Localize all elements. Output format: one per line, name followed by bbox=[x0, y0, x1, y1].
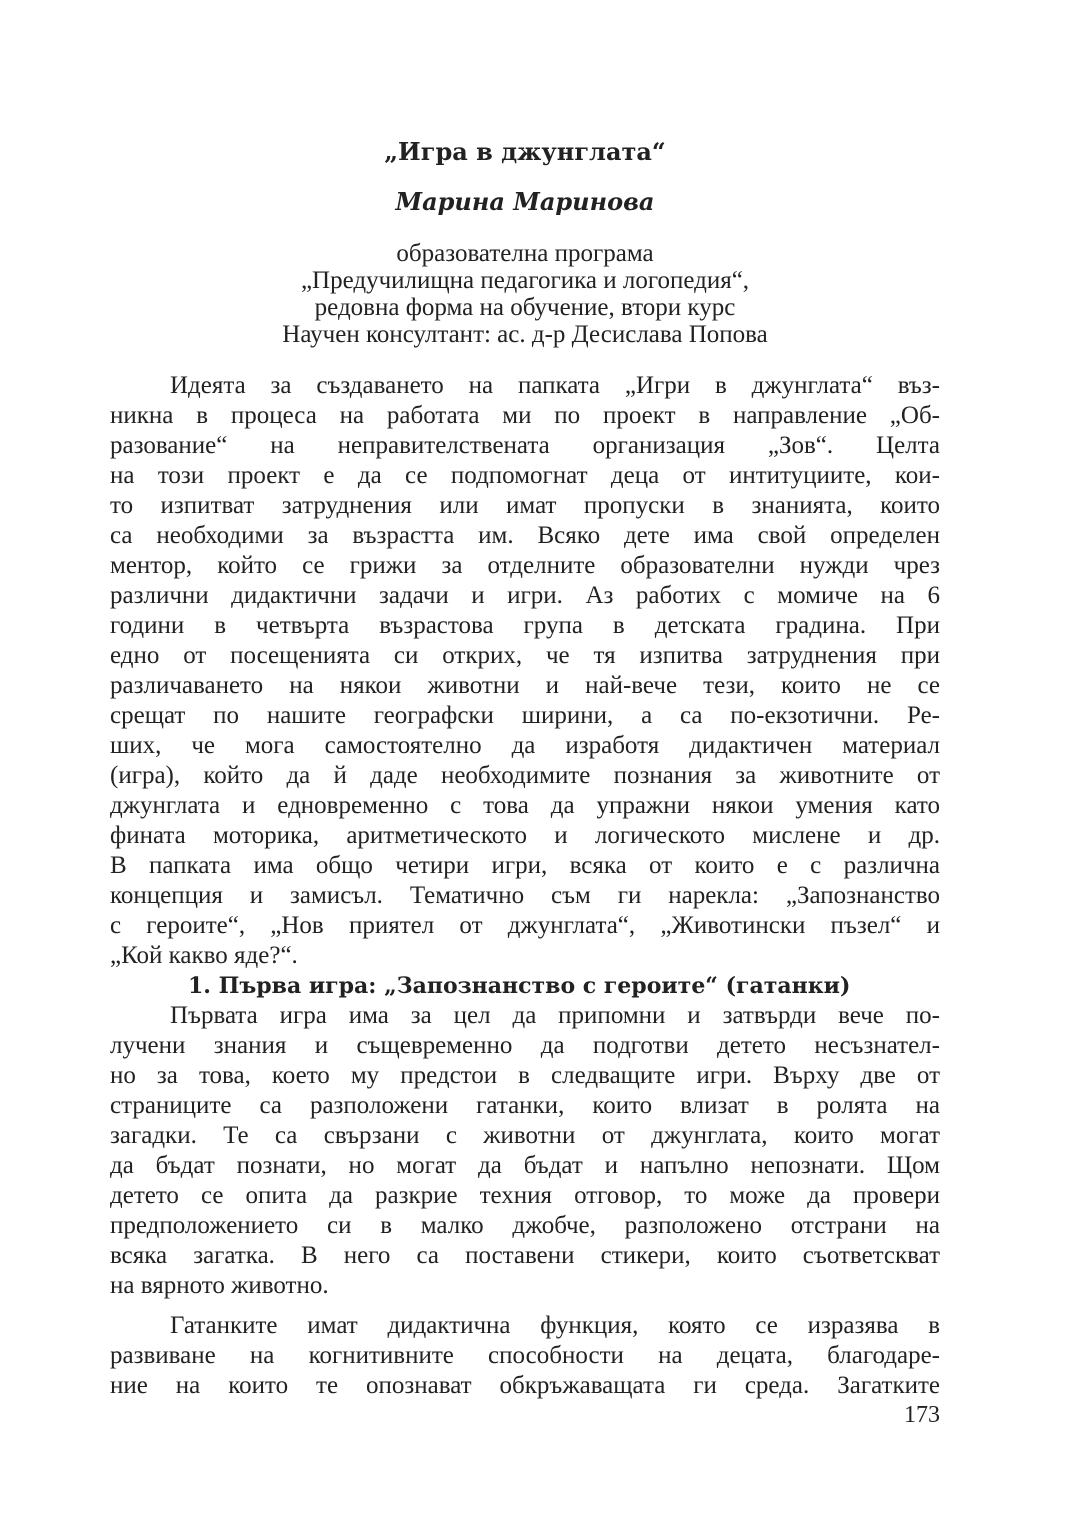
text-line: срещат по нашите географски ширини, а са по-екзотични. Ре- bbox=[110, 702, 940, 729]
page-number: 173 bbox=[904, 1402, 940, 1428]
text-line: никна в процеса на работата ми по проект в направление „Об- bbox=[110, 402, 940, 429]
article-body bbox=[110, 371, 940, 1401]
text-line: Гатанките имат дидактична функция, която се изразява в bbox=[170, 1312, 940, 1339]
text-line: но за това, което му предстои в следващите игри. Върху две от bbox=[110, 1062, 940, 1089]
text-line: развиване на когнитивните способности на децата, благодаре- bbox=[110, 1342, 940, 1369]
section-heading: 1. Първа игра: „Запознанство с героите“ (гатанки) bbox=[188, 973, 851, 999]
affiliation-line: Научен консултант: ас. д-р Десислава Попова bbox=[282, 321, 768, 348]
affiliation-line: образователна програма bbox=[396, 240, 654, 267]
text-line: концепция и замисъл. Тематично съм ги нарекла: „Запознанство bbox=[110, 882, 940, 909]
document-page bbox=[110, 0, 940, 1534]
author-name: Марина Маринова bbox=[395, 187, 655, 216]
text-line: различаването на някои животни и най-вече тези, които не се bbox=[110, 672, 940, 699]
affiliation-block bbox=[110, 240, 940, 348]
text-line: ментор, който се грижи за отделните образователни нужди чрез bbox=[110, 552, 940, 579]
text-line: страниците са разположени гатанки, които влизат в ролята на bbox=[110, 1092, 940, 1119]
paragraph-riddles bbox=[110, 1311, 940, 1401]
affiliation-line: „Предучилищна педагогика и логопедия“, bbox=[300, 267, 750, 294]
paragraph-gap bbox=[110, 1301, 940, 1311]
text-line: ние на които те опознават обкръжаващата ги среда. Загатките bbox=[110, 1372, 940, 1399]
text-line: години в четвърта възрастова група в детската градина. При bbox=[110, 612, 940, 639]
text-line: детето се опита да разкрие техния отговор, то може да провери bbox=[110, 1182, 940, 1209]
text-line: фината моторика, аритметическото и логическото мислене и др. bbox=[110, 822, 940, 849]
text-line: В папката има общо четири игри, всяка от които е с различна bbox=[110, 852, 940, 879]
affiliation-line: редовна форма на обучение, втори курс bbox=[314, 294, 736, 321]
text-line: то изпитват затруднения или имат пропуски в знанията, които bbox=[110, 492, 940, 519]
text-line: с героите“, „Нов приятел от джунглата“, „Животински пъзел“ и bbox=[110, 912, 940, 939]
text-line: (игра), който да й даде необходимите познания за животните от bbox=[110, 762, 940, 789]
text-line: на този проект е да се подпомогнат деца от интитуциите, кои- bbox=[110, 462, 940, 489]
text-line: ших, че мога самостоятелно да изработя дидактичен материал bbox=[110, 732, 940, 759]
text-line: предположението си в малко джобче, разположено отстрани на bbox=[110, 1212, 940, 1239]
paragraph-first-game bbox=[110, 1001, 940, 1301]
text-line: са необходими за възрастта им. Всяко дете има свой определен bbox=[110, 522, 940, 549]
text-line: всяка загатка. В него са поставени стикери, които съответскват bbox=[110, 1242, 940, 1269]
text-line: да бъдат познати, но могат да бъдат и напълно непознати. Щом bbox=[110, 1152, 940, 1179]
text-line: различни дидактични задачи и игри. Аз работих с момиче на 6 bbox=[110, 582, 940, 609]
text-line: загадки. Те са свързани с животни от джунглата, които могат bbox=[110, 1122, 940, 1149]
text-line: „Кой какво яде?“. bbox=[110, 942, 298, 969]
text-line: на вярното животно. bbox=[110, 1272, 329, 1299]
text-line: разование“ на неправителствената организация „Зов“. Целта bbox=[110, 432, 940, 459]
text-line: едно от посещенията си открих, че тя изпитва затруднения при bbox=[110, 642, 940, 669]
text-line: Първата игра има за цел да припомни и затвърди вече по- bbox=[170, 1002, 940, 1029]
text-line: джунглата и едновременно с това да упражни някои умения като bbox=[110, 792, 940, 819]
paragraph-intro bbox=[110, 371, 940, 971]
article-title: „Игра в джунглата“ bbox=[384, 137, 666, 166]
text-line: лучени знания и същевременно да подготви детето несъзнател- bbox=[110, 1032, 940, 1059]
text-line: Идеята за създаването на папката „Игри в джунглата“ въз- bbox=[170, 372, 940, 399]
